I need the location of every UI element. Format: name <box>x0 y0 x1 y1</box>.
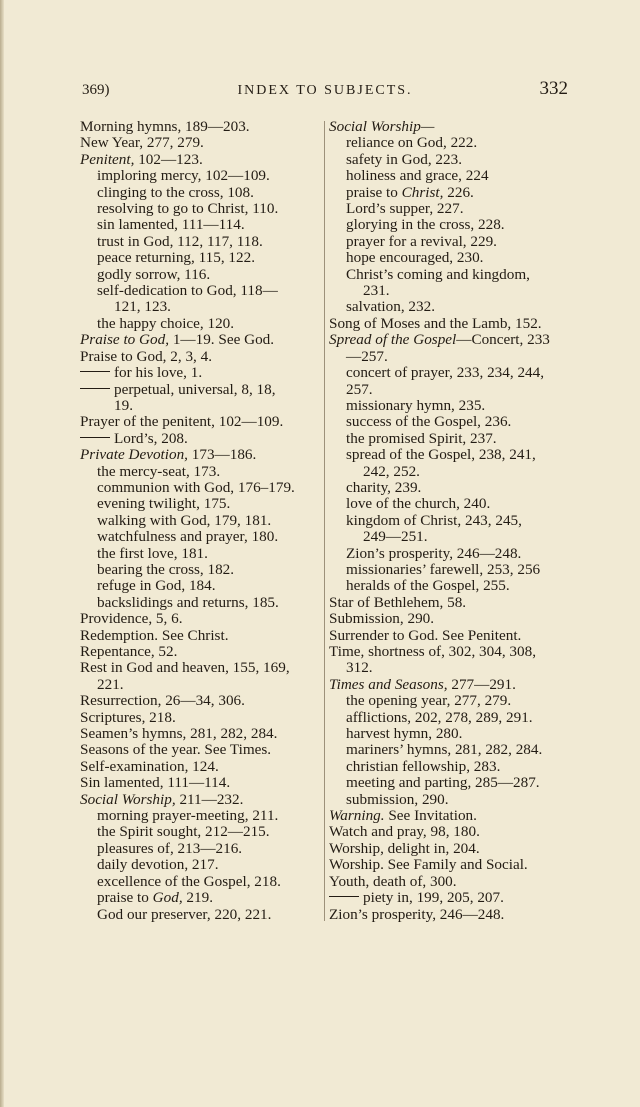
index-subentry: piety in, 199, 205, 207. <box>329 890 569 906</box>
index-subentry: clinging to the cross, 108. <box>97 183 254 201</box>
index-subentry: walking with God, 179, 181. <box>97 511 272 529</box>
index-continuation: 231. <box>363 282 390 300</box>
index-entry: Zion’s prosperity, 246—248. <box>329 905 505 923</box>
index-subentry: concert of prayer, 233, 234, 244, <box>346 364 545 382</box>
index-subentry: missionaries’ farewell, 253, 256 <box>346 560 541 578</box>
entry-heading: Warning. <box>329 807 385 825</box>
index-subentry: hope encouraged, 230. <box>346 249 484 267</box>
index-entry: Morning hymns, 189—203. <box>80 118 250 135</box>
index-entry: Song of Moses and the Lamb, 152. <box>329 314 542 332</box>
index-subentry: Lord’s supper, 227. <box>346 200 464 218</box>
index-subentry: sin lamented, 111—114. <box>97 216 245 234</box>
index-subentry: salvation, 232. <box>346 298 436 316</box>
index-subentry: perpetual, universal, 8, 18, <box>80 382 320 398</box>
column-divider <box>324 121 325 921</box>
index-subentry: Zion’s prosperity, 246—248. <box>346 544 522 562</box>
index-entry: Rest in God and heaven, 155, 169, <box>80 659 290 677</box>
index-subentry: evening twilight, 175. <box>97 495 231 513</box>
index-entry: Surrender to God. See Penitent. <box>329 626 522 644</box>
index-entry <box>329 808 569 824</box>
index-entry: Praise to God, 2, 3, 4. <box>80 347 213 365</box>
entry-pages: 173—186. <box>187 446 257 464</box>
index-entry: Resurrection, 26—34, 306. <box>80 692 245 710</box>
index-subentry: heralds of the Gospel, 255. <box>346 577 510 595</box>
ditto-dash <box>80 371 110 372</box>
index-subentry: the first love, 181. <box>97 544 208 562</box>
index-subentry: daily devotion, 217. <box>97 856 219 874</box>
entry-heading: Spread of the Gospel <box>329 331 457 349</box>
index-entry <box>80 447 320 463</box>
index-entry: Prayer of the penitent, 102—109. <box>80 413 284 431</box>
index-continuation: 312. <box>346 659 373 677</box>
index-entry: Repentance, 52. <box>80 643 178 660</box>
index-subentry: spread of the Gospel, 238, 241, <box>346 446 536 464</box>
index-entry: Time, shortness of, 302, 304, 308, <box>329 643 537 660</box>
index-subentry: holiness and grace, 224 <box>346 167 489 185</box>
index-entry: Self-examination, 124. <box>80 757 219 775</box>
index-entry: Providence, 5, 6. <box>80 610 183 628</box>
entry-pages: 102—123. <box>134 150 203 168</box>
index-subentry: praise to Christ, 226. <box>346 183 474 201</box>
index-subentry: the opening year, 277, 279. <box>346 692 512 710</box>
entry-pages: 1—19. See God. <box>169 331 275 349</box>
index-entry: Seasons of the year. See Times. <box>80 741 272 759</box>
index-entry <box>329 332 569 348</box>
index-subentry: charity, 239. <box>346 478 422 496</box>
page-edge <box>0 0 4 1107</box>
index-subentry: praise to God, 219. <box>97 889 213 907</box>
index-continuation: 242, 252. <box>363 462 420 480</box>
index-entry: New Year, 277, 279. <box>80 134 204 152</box>
index-entry: Worship. See Family and Social. <box>329 856 528 874</box>
index-subentry: pleasures of, 213—216. <box>97 839 243 857</box>
index-subentry: Christ’s coming and kingdom, <box>346 265 530 283</box>
ditto-dash <box>329 896 359 897</box>
index-subentry: christian fellowship, 283. <box>346 757 501 775</box>
index-subentry: glorying in the cross, 228. <box>346 216 505 234</box>
index-entry: Scriptures, 218. <box>80 708 176 726</box>
index-subentry: missionary hymn, 235. <box>346 396 486 414</box>
index-entry: Submission, 290. <box>329 610 435 628</box>
index-subentry: bearing the cross, 182. <box>97 560 235 578</box>
index-entry: Worship, delight in, 204. <box>329 839 480 857</box>
index-entry: Watch and pray, 98, 180. <box>329 823 480 841</box>
index-subentry: excellence of the Gospel, 218. <box>97 872 281 890</box>
index-continuation: 249—251. <box>363 528 428 546</box>
index-subentry: the happy choice, 120. <box>97 314 235 332</box>
running-title: INDEX TO SUBJECTS. <box>237 83 413 98</box>
index-subentry: God our preserver, 220, 221. <box>97 905 272 923</box>
index-continuation: —257. <box>346 347 388 365</box>
index-subentry: love of the church, 240. <box>346 495 491 513</box>
index-subentry: morning prayer-meeting, 211. <box>97 807 279 825</box>
page-header <box>82 78 568 102</box>
index-subentry: for his love, 1. <box>80 365 320 381</box>
index-continuation: 257. <box>346 380 373 398</box>
index-subentry: backslidings and returns, 185. <box>97 593 279 611</box>
index-subentry: the promised Spirit, 237. <box>346 429 497 447</box>
index-entry: Redemption. See Christ. <box>80 626 229 644</box>
entry-pages: See Invitation. <box>384 807 477 825</box>
index-subentry: safety in God, 223. <box>346 150 462 168</box>
page-number: 332 <box>539 78 568 99</box>
index-subentry: success of the Gospel, 236. <box>346 413 512 431</box>
index-subentry: reliance on God, 222. <box>346 134 478 152</box>
index-subentry: prayer for a revival, 229. <box>346 232 497 250</box>
index-entry: Sin lamented, 111—114. <box>80 774 231 792</box>
index-subentry: the mercy-seat, 173. <box>97 462 221 480</box>
index-column-right <box>329 119 569 923</box>
entry-heading: Private Devotion, <box>80 446 188 464</box>
index-subentry: mariners’ hymns, 281, 282, 284. <box>346 741 543 759</box>
index-subentry: kingdom of Christ, 243, 245, <box>346 511 522 529</box>
entry-heading: Penitent, <box>80 150 135 168</box>
index-entry <box>80 792 320 808</box>
index-subentry: afflictions, 202, 278, 289, 291. <box>346 708 533 726</box>
index-subentry: peace returning, 115, 122. <box>97 249 256 267</box>
index-entry: Youth, death of, 300. <box>329 872 457 890</box>
ditto-dash <box>80 388 110 389</box>
index-subentry: communion with God, 176–179. <box>97 478 295 496</box>
index-subentry: watchfulness and prayer, 180. <box>97 528 279 546</box>
index-entry: Star of Bethlehem, 58. <box>329 593 467 611</box>
index-entry: Seamen’s hymns, 281, 282, 284. <box>80 725 278 743</box>
ditto-dash <box>80 437 110 438</box>
index-subentry: Lord’s, 208. <box>80 431 320 447</box>
index-continuation: 121, 123. <box>114 298 171 316</box>
index-column-left <box>80 119 320 923</box>
index-subentry: the Spirit sought, 212—215. <box>97 823 270 841</box>
entry-heading: Times and Seasons, <box>329 675 448 693</box>
index-subentry: imploring mercy, 102—109. <box>97 167 270 185</box>
entry-pages: 277—291. <box>447 675 516 693</box>
entry-pages: 211—232. <box>175 790 244 808</box>
index-subentry: resolving to go to Christ, 110. <box>97 200 279 218</box>
entry-heading: Praise to God, <box>80 331 170 349</box>
index-subentry: self-dedication to God, 118— <box>97 282 278 300</box>
header-left: 369) <box>82 82 110 98</box>
index-subentry: submission, 290. <box>346 790 449 808</box>
index-continuation: 221. <box>97 675 124 693</box>
index-entry <box>80 332 320 348</box>
entry-heading: Social Worship, <box>80 790 176 808</box>
index-subentry: harvest hymn, 280. <box>346 725 463 743</box>
entry-heading: Social Worship— <box>329 118 435 135</box>
index-subentry: refuge in God, 184. <box>97 577 216 595</box>
index-subentry: godly sorrow, 116. <box>97 265 211 283</box>
index-entry <box>80 152 320 168</box>
index-continuation: 19. <box>114 396 133 414</box>
index-subentry: trust in God, 112, 117, 118. <box>97 232 263 250</box>
entry-pages: —Concert, 233 <box>456 331 550 349</box>
index-subentry: meeting and parting, 285—287. <box>346 774 540 792</box>
index-entry <box>329 677 569 693</box>
